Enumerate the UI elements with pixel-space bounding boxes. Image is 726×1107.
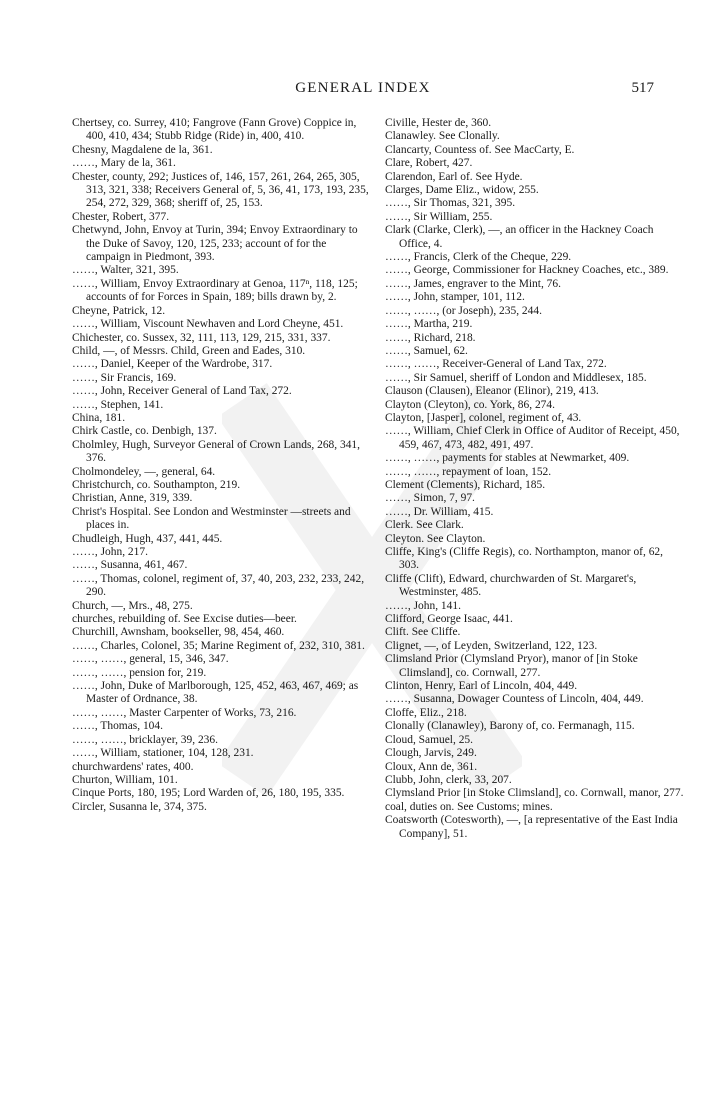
index-entry: ……, Sir Samuel, sheriff of London and Middlesex, 185. bbox=[385, 371, 647, 384]
index-entry: Clarges, Dame Eliz., widow, 255. bbox=[385, 184, 539, 197]
index-entry: Clement (Clements), Richard, 185. bbox=[385, 478, 546, 491]
index-entry: ……, Daniel, Keeper of the Wardrobe, 317. bbox=[72, 358, 273, 371]
running-header bbox=[72, 80, 654, 104]
index-entry: ……, John, Duke of Marlborough, 125, 452, 463, 467, 469; as Master of Ordnance, 38. bbox=[72, 680, 359, 706]
index-entry: churches, rebuilding of. See Excise duties—beer. bbox=[72, 613, 297, 626]
index-entry: ……, Susanna, Dowager Countess of Lincoln, 404, 449. bbox=[385, 693, 644, 706]
index-entry: ……, Stephen, 141. bbox=[72, 398, 164, 411]
index-entry: Clinton, Henry, Earl of Lincoln, 404, 449. bbox=[385, 680, 578, 693]
index-entry: Clauson (Clausen), Eleanor (Elinor), 219, 413. bbox=[385, 385, 599, 398]
index-entry: ……, ……, bricklayer, 39, 236. bbox=[72, 733, 218, 746]
index-entry: Christian, Anne, 319, 339. bbox=[72, 492, 193, 505]
page-number: 517 bbox=[631, 80, 654, 96]
index-entry: ……, Sir William, 255. bbox=[385, 210, 493, 223]
index-entry: coal, duties on. See Customs; mines. bbox=[385, 800, 553, 813]
index-entry: Cloud, Samuel, 25. bbox=[385, 733, 474, 746]
index-entry: Clayton (Cleyton), co. York, 86, 274. bbox=[385, 398, 555, 411]
index-entry: ……, George, Commissioner for Hackney Coaches, etc., 389. bbox=[385, 264, 669, 277]
index-entry: Cleyton. See Clayton. bbox=[385, 532, 486, 545]
index-entry: ……, John, Receiver General of Land Tax, 272. bbox=[72, 385, 292, 398]
index-entry: ……, Richard, 218. bbox=[385, 331, 476, 344]
index-entry: Cliffe, King's (Cliffe Regis), co. Northampton, manor of, 62, 303. bbox=[385, 546, 664, 572]
index-entry: Christ's Hospital. See London and Westminster —streets and places in. bbox=[72, 505, 351, 532]
index-entry: Cloux, Ann de, 361. bbox=[385, 760, 478, 773]
index-entry: ……, Thomas, 104. bbox=[72, 720, 163, 733]
index-entry: Cholmley, Hugh, Surveyor General of Crown Lands, 268, 341, 376. bbox=[72, 438, 361, 465]
index-entry: Chichester, co. Sussex, 32, 111, 113, 129, 215, 331, 337. bbox=[72, 331, 331, 344]
index-entry: Clift. See Cliffe. bbox=[385, 626, 461, 639]
index-entry: Clarendon, Earl of. See Hyde. bbox=[385, 170, 523, 183]
index-entry: ……, John, stamper, 101, 112. bbox=[385, 291, 525, 304]
index-entry: Clayton, [Jasper], colonel, regiment of, 43. bbox=[385, 411, 582, 424]
index-entry: Christchurch, co. Southampton, 219. bbox=[72, 478, 241, 491]
index-entry: Cliffe (Clift), Edward, churchwarden of St. Margaret's, Westminster, 485. bbox=[385, 572, 637, 599]
index-entry: ……, William, Chief Clerk in Office of Auditor of Receipt, 450, 459, 467, 473, 482, 491, 497. bbox=[385, 425, 680, 451]
page-title: GENERAL INDEX bbox=[295, 80, 431, 96]
index-entry: Chirk Castle, co. Denbigh, 137. bbox=[72, 425, 217, 438]
index-entry: Coatsworth (Cotesworth), —, [a representative of the East India Company], 51. bbox=[385, 814, 678, 840]
index-entry: Clough, Jarvis, 249. bbox=[385, 747, 477, 760]
index-entry: ……, Dr. William, 415. bbox=[385, 505, 494, 518]
index-entry: Church, —, Mrs., 48, 275. bbox=[72, 599, 193, 612]
index-entry: Chesny, Magdalene de la, 361. bbox=[72, 143, 213, 156]
index-entry: Clubb, John, clerk, 33, 207. bbox=[385, 773, 512, 786]
index-entry: ……, William, stationer, 104, 128, 231. bbox=[72, 747, 254, 760]
index-entry: Clanawley. See Clonally. bbox=[385, 130, 500, 143]
index-entry: ……, William, Viscount Newhaven and Lord Cheyne, 451. bbox=[72, 318, 344, 331]
index-entry: ……, Charles, Colonel, 35; Marine Regiment of, 232, 310, 381. bbox=[72, 639, 365, 652]
index-entry: ……, Francis, Clerk of the Cheque, 229. bbox=[385, 251, 572, 264]
index-entry: ……, ……, payments for stables at Newmarket, 409. bbox=[385, 452, 630, 465]
index-entry: Chertsey, co. Surrey, 410; Fangrove (Fann Grove) Coppice in, 400, 410, 434; Stubb Ridge (Ride) in, 400, 410. bbox=[72, 117, 357, 143]
index-entry: Child, —, of Messrs. Child, Green and Eades, 310. bbox=[72, 344, 306, 357]
index-entry: Chetwynd, John, Envoy at Turin, 394; Envoy Extraordinary to the Duke of Savoy, 120, 125, 233; account of for the campaign in Piedmont, 393. bbox=[72, 224, 358, 264]
index-entry: Clignet, —, of Leyden, Switzerland, 122, 123. bbox=[385, 639, 598, 652]
index-entry: ……, Martha, 219. bbox=[385, 318, 473, 331]
index-entry: ……, Susanna, 461, 467. bbox=[72, 559, 188, 572]
index-entry: ……, ……, Receiver-General of Land Tax, 272. bbox=[385, 358, 607, 371]
index-entry: Clifford, George Isaac, 441. bbox=[385, 613, 513, 626]
index-entry: Cloffe, Eliz., 218. bbox=[385, 706, 467, 719]
index-entry: ……, Simon, 7, 97. bbox=[385, 492, 475, 505]
index-entry: Chester, Robert, 377. bbox=[72, 210, 170, 223]
index-entry: Chester, county, 292; Justices of, 146, 157, 261, 264, 265, 305, 313, 321, 338; Receivers General of, 5, 36, 41, 173, 193, 235, 254, 272, 329, 368; sheriff of, 25, 153. bbox=[72, 170, 369, 210]
index-entry: Churton, William, 101. bbox=[72, 773, 178, 786]
index-entry: Cheyne, Patrick, 12. bbox=[72, 304, 166, 317]
index-entry: Civille, Hester de, 360. bbox=[385, 117, 492, 129]
index-column-right bbox=[385, 117, 685, 841]
index-entry: Churchill, Awnsham, bookseller, 98, 454, 460. bbox=[72, 626, 285, 639]
index-entry: Cholmondeley, —, general, 64. bbox=[72, 465, 216, 478]
index-entry: Climsland Prior (Clymsland Pryor), manor of [in Stoke Climsland], co. Cornwall, 277. bbox=[385, 653, 638, 679]
index-entry: ……, John, 217. bbox=[72, 546, 148, 558]
index-column-left bbox=[72, 117, 372, 814]
index-entry: ……, John, 141. bbox=[385, 599, 461, 612]
index-entry: Circler, Susanna le, 374, 375. bbox=[72, 800, 207, 813]
index-entry: ……, ……, Master Carpenter of Works, 73, 216. bbox=[72, 706, 297, 719]
index-entry: ……, Thomas, colonel, regiment of, 37, 40, 203, 232, 233, 242, 290. bbox=[72, 572, 365, 599]
index-entry: ……, James, engraver to the Mint, 76. bbox=[385, 277, 561, 290]
index-entry: Cinque Ports, 180, 195; Lord Warden of, 26, 180, 195, 335. bbox=[72, 787, 345, 800]
index-entry: ……, Samuel, 62. bbox=[385, 344, 468, 357]
index-entry: Clerk. See Clark. bbox=[385, 519, 464, 532]
index-entry: Chudleigh, Hugh, 437, 441, 445. bbox=[72, 532, 223, 545]
index-entry: ……, ……, repayment of loan, 152. bbox=[385, 465, 552, 478]
index-entry: China, 181. bbox=[72, 411, 126, 424]
index-entry: Clancarty, Countess of. See MacCarty, E. bbox=[385, 143, 575, 156]
index-entry: ……, Sir Francis, 169. bbox=[72, 371, 177, 384]
index-entry: churchwardens' rates, 400. bbox=[72, 760, 194, 773]
index-entry: ……, ……, general, 15, 346, 347. bbox=[72, 653, 229, 666]
index-entry: Clonally (Clanawley), Barony of, co. Fermanagh, 115. bbox=[385, 720, 635, 733]
index-entry: ……, Walter, 321, 395. bbox=[72, 264, 179, 277]
index-entry: Clymsland Prior [in Stoke Climsland], co. Cornwall, manor, 277. bbox=[385, 787, 684, 800]
index-entry: ……, Mary de la, 361. bbox=[72, 157, 176, 170]
index-entry: Clark (Clarke, Clerk), —, an officer in the Hackney Coach Office, 4. bbox=[385, 224, 654, 250]
index-entry: ……, ……, (or Joseph), 235, 244. bbox=[385, 304, 542, 317]
index-entry: ……, ……, pension for, 219. bbox=[72, 666, 207, 679]
index-entry: ……, William, Envoy Extraordinary at Genoa, 117ⁿ, 118, 125; accounts of for Forces in Spain, 189; bills drawn by, 2. bbox=[72, 277, 358, 304]
index-entry: Clare, Robert, 427. bbox=[385, 157, 473, 170]
index-entry: ……, Sir Thomas, 321, 395. bbox=[385, 197, 516, 210]
